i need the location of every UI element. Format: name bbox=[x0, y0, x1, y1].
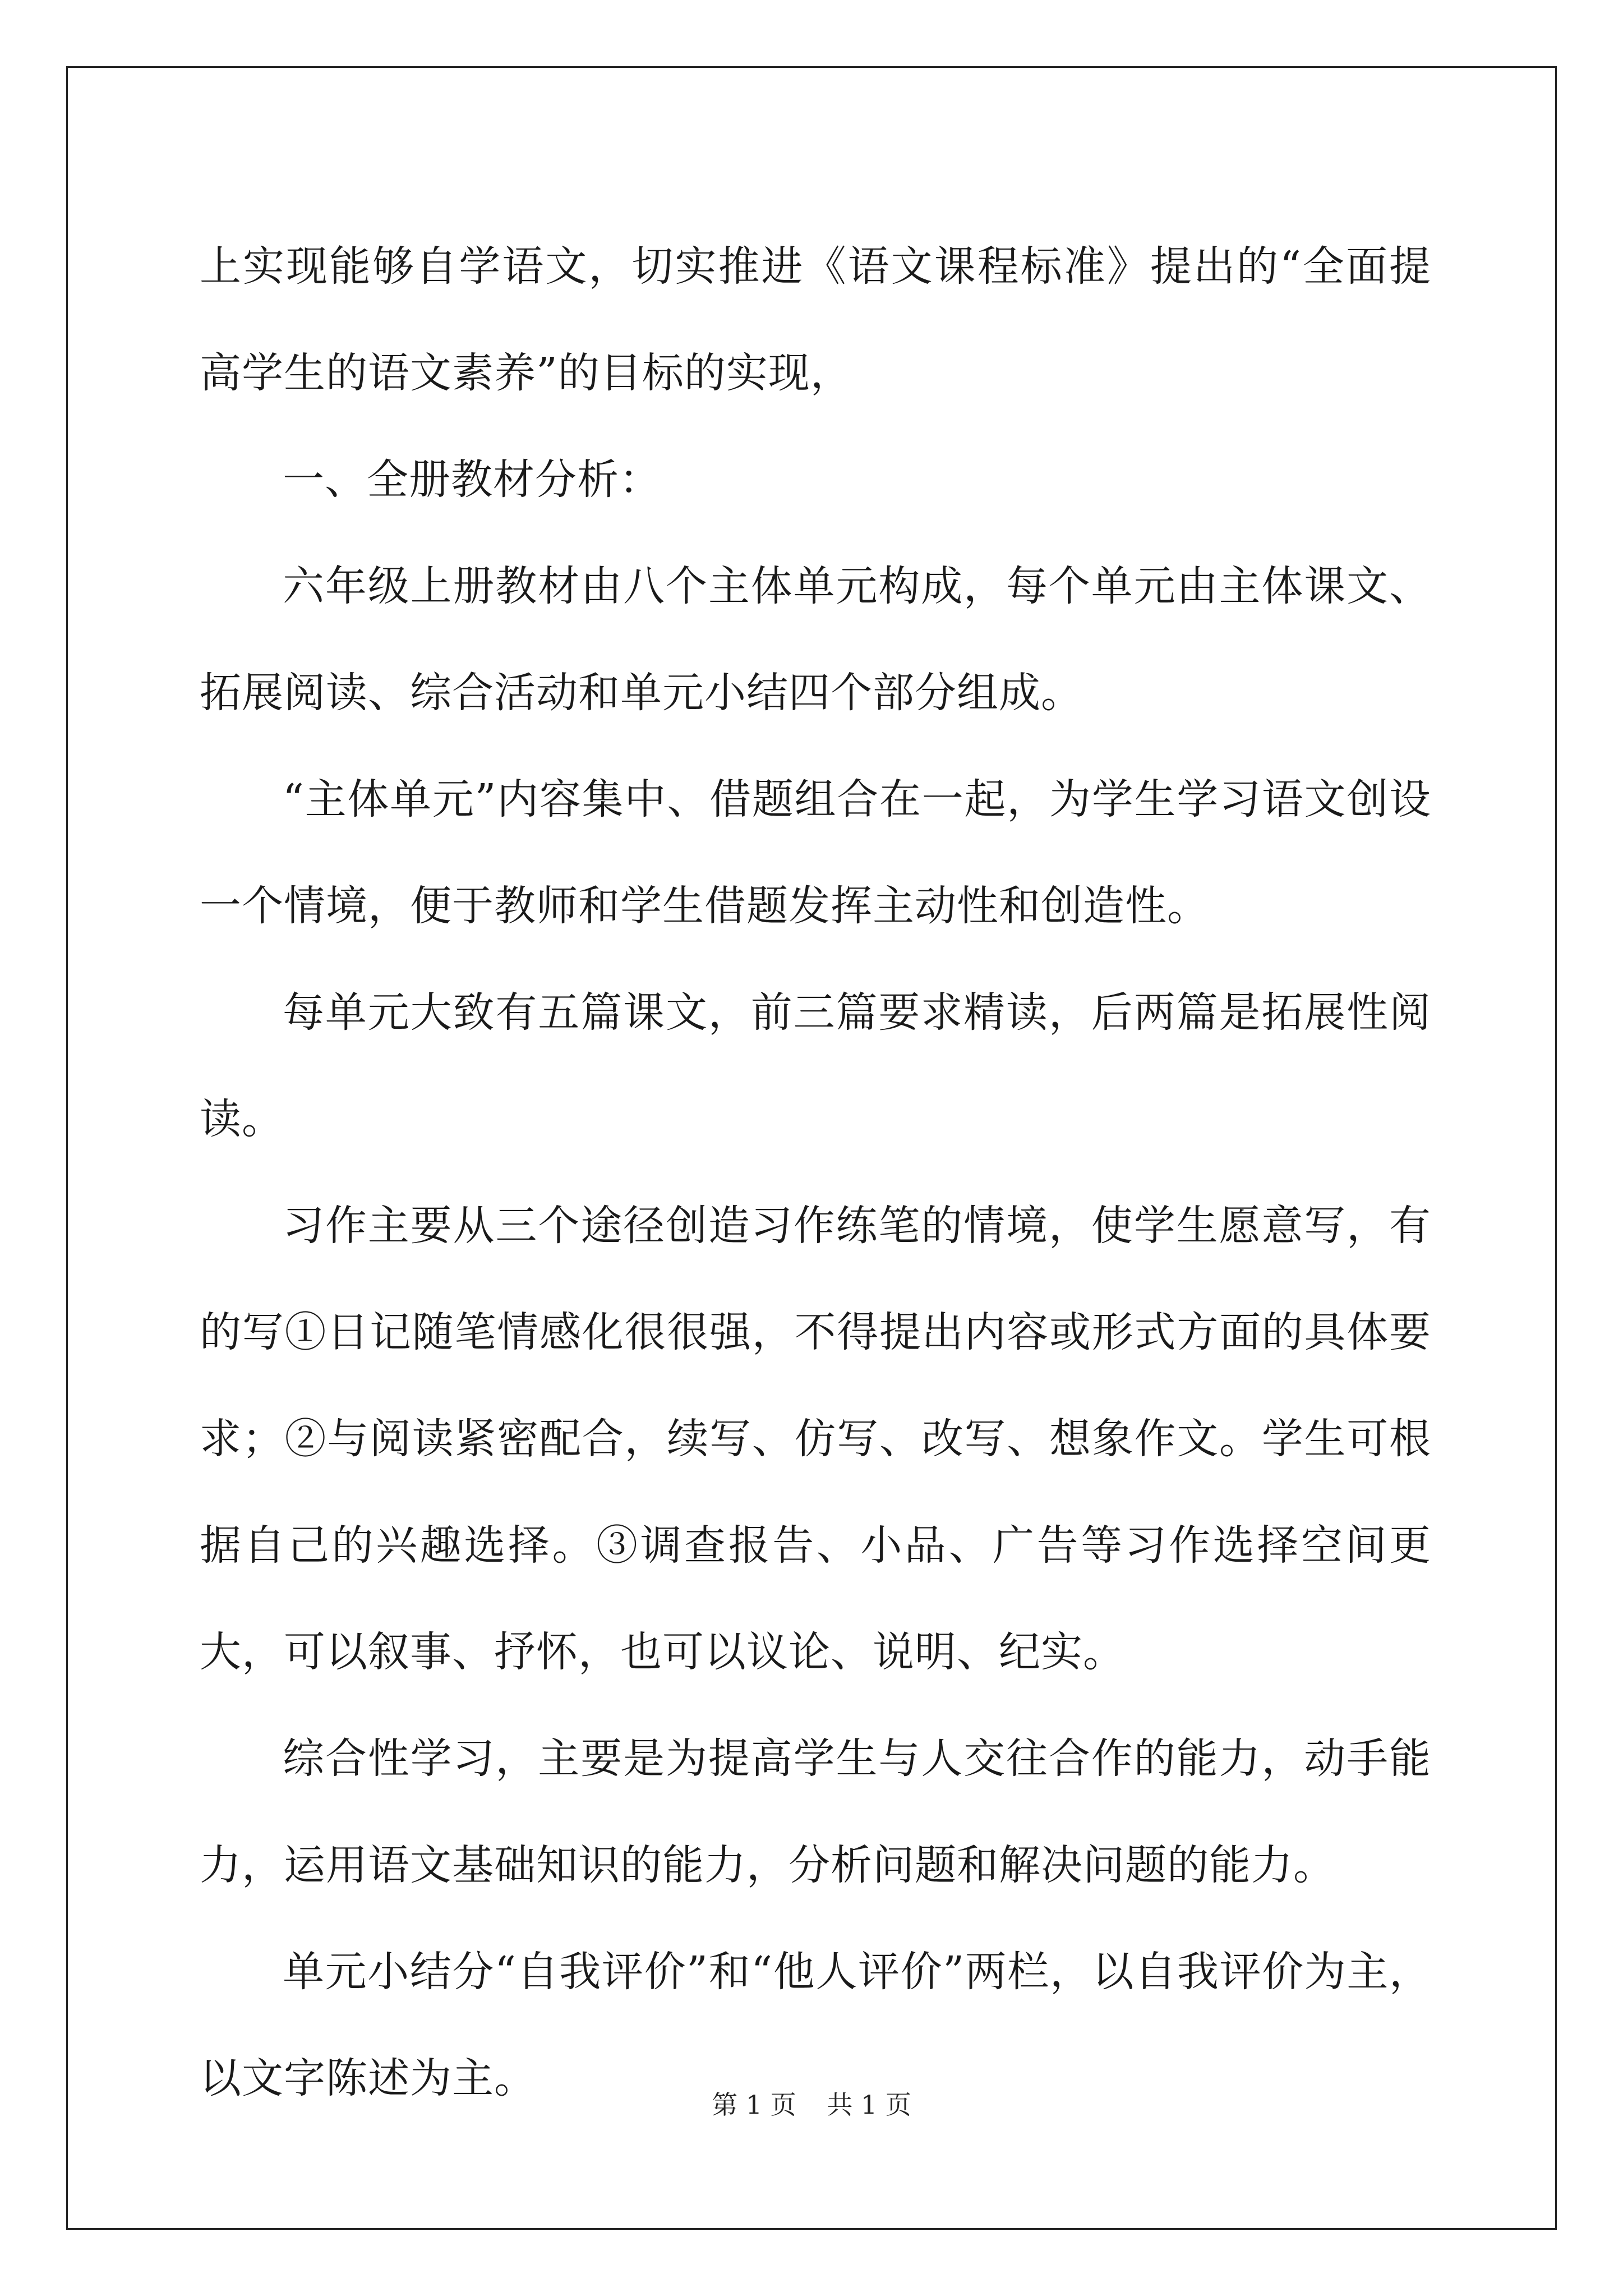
document-body bbox=[200, 213, 1431, 2132]
paragraph-7: 综合性学习，主要是为提高学生与人交往合作的能力，动手能力，运用语文基础知识的能力，分析问题和解决问题的能力。 bbox=[200, 1734, 1431, 1889]
page-total: 共 1 页 bbox=[827, 2090, 911, 2120]
paragraph-3: 六年级上册教材由八个主体单元构成，每个单元由主体课文、拓展阅读、综合活动和单元小结四个部分组成。 bbox=[200, 562, 1431, 717]
paragraph-4: “主体单元”内容集中、借题组合在一起，为学生学习语文创设一个情境，便于教师和学生借题发挥主动性和创造性。 bbox=[200, 775, 1431, 930]
page-footer bbox=[0, 2085, 1623, 2122]
paragraph-6: 习作主要从三个途径创造习作练笔的情境，使学生愿意写，有的写①日记随笔情感化很很强，不得提出内容或形式方面的具体要求；②与阅读紧密配合，续写、仿写、改写、想象作文。学生可根据自己的兴趣选择。③调查报告、小品、广告等习作选择空间更大，可以叙事、抒怀，也可以议论、说明、纪实。 bbox=[200, 1202, 1431, 1676]
paragraph-8: 单元小结分“自我评价”和“他人评价”两栏，以自我评价为主，以文字陈述为主。 bbox=[200, 1948, 1431, 2102]
page-number: 第 1 页 bbox=[712, 2090, 796, 2120]
paragraph-5: 每单元大致有五篇课文，前三篇要求精读，后两篇是拓展性阅读。 bbox=[200, 988, 1431, 1143]
paragraph-1: 上实现能够自学语文，切实推进《语文课程标准》提出的“全面提高学生的语文素养”的目标的实现， bbox=[200, 242, 1431, 397]
section-heading: 一、全册教材分析： bbox=[283, 455, 661, 504]
